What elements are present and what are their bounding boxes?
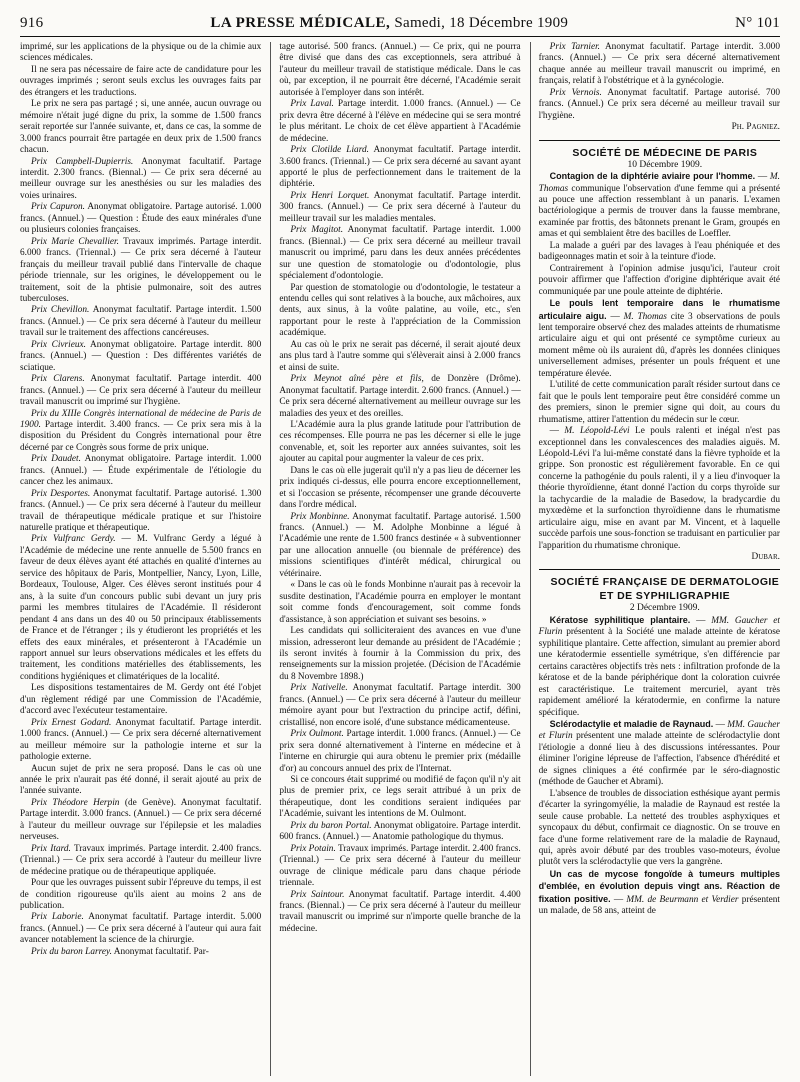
paragraph <box>539 789 780 869</box>
paragraph <box>20 340 261 374</box>
paragraph-lead: Kératose syphilitique plantaire. <box>549 614 691 625</box>
paragraph <box>20 844 261 878</box>
paragraph <box>20 65 261 99</box>
paragraph <box>20 202 261 236</box>
paragraph-text: Anonymat facultatif. Partage interdit. 2.300 francs. (Biennal.) — Ce prix sera décerné au meilleur ouvrage sur les anesthésies ou sur les maladies des voies urinaires. <box>20 156 262 201</box>
person-name: MM. Gaucher et Flurin <box>538 720 780 742</box>
prize-name: Prix Henri Lorquet. <box>290 190 370 201</box>
paragraph-text: Pour que les ouvrages puissent subir l'épreuve du temps, il est de condition rigoureuse qu'ils aient au moins 2 ans de publication. <box>20 878 262 911</box>
person-name: M. Léopold-Lévi <box>564 426 630 437</box>
paragraph-text: Anonymat obligatoire. Partage autorisé. 1.000 francs. (Annuel.) — Question : Étude des eaux minérales d'une ou plusieurs colonies françaises. <box>20 202 262 236</box>
paragraph <box>279 626 520 683</box>
prize-name: Prix Capuron. <box>31 202 85 213</box>
paragraph-text: cite 3 observations de pouls lent temporaire observé chez des malades atteints de rhumatisme articulaire aigu et qui ont présenté ce symptôme curieux au moment même où ils auraient dû, d'après les données cliniques universellement admises, présenter un pouls fréquent et une température élevée. <box>538 311 780 379</box>
section-title-dermatologie-2: ET DE SYPHILIGRAPHIE <box>599 590 731 603</box>
paragraph <box>20 374 261 408</box>
prize-name: Prix Itard. <box>31 843 71 854</box>
prize-name: Prix Laborie. <box>31 912 84 923</box>
paragraph-text: Anonymat obligatoire. Partage interdit. 1.000 francs. (Annuel.) — Étude expérimentale de l'étiologie du cancer chez les animaux. <box>20 454 262 488</box>
paragraph-text: tage autorisé. 500 francs. (Annuel.) — Ce prix, qui ne pourra être divisé que dans des cas exceptionnels, sera attribué à l'auteur du meilleur travail de statistique médicale. Dans le cas où, par exception, il ne pourrait être décerné, l'Académie serait autorisée à l'employer dans son intérêt. <box>279 42 521 98</box>
paragraph <box>20 764 261 798</box>
column-2 <box>270 42 520 1076</box>
paragraph-text: « Dans le cas où le fonds Monbinne n'aurait pas à recevoir la susdite destination, l'Académie pourra en employer le montant soit comme fonds d'encouragement, soit comme fonds d'assistance, à son appréciation et suivant ses besoins. » <box>279 580 521 625</box>
paragraph-text: Anonymat facultatif. Partage interdit. 300 francs. (Annuel.) — Ce prix sera décerné à l'auteur du meilleur travail sur les maladies mentales. <box>279 190 521 224</box>
paragraph-text: de Donzère (Drôme). Anonymat facultatif. Partage interdit. 2.600 francs. (Annuel.) — Ce prix sera décerné alternativement au meilleur ouvrage sur les maladies des yeux et des oreilles. <box>279 374 521 419</box>
column-3 <box>530 42 780 1076</box>
paragraph-text: Anonymat facultatif. Partage interdit. 5.000 francs. (Annuel.) — Ce prix sera décerné à l'auteur qui aura fait avancer notablement la science de la chirurgie. <box>20 912 262 946</box>
column-1 <box>20 42 261 1076</box>
paragraph-text: communique l'observation d'une femme qui a présenté au pouce une affection ressemblant à un panaris. L'examen bactériologique a permis de trouver dans la fausse membrane, examinée par frottis, des bâtonnets prenant le Gram, groupés en amas et qui semblaient être des bacilles de Loeffler. <box>538 183 780 240</box>
paragraph-text: Anonymat facultatif. Partage interdit. 1.000 francs. (Biennal.) — Ce prix sera décerné au meilleur travail manuscrit ou imprimé, paru dans les deux années précédentes sur une question de stomatologie ou d'odontologie, plus spécialement d'odontologie. <box>279 225 521 282</box>
paragraph <box>279 512 520 581</box>
prize-name: Prix Magitot. <box>290 225 344 236</box>
paragraph-text: Les candidats qui solliciteraient des avances en vue d'une mission, adresseront leur demande au président de l'Académie ; ils seront invités à fournir à la Commission du prix, des renseignements sur la mission projetée. (Décision de l'Académie du 8 Novembre 1898.) <box>279 626 521 682</box>
paragraph-lead: Contagion de la diphtérie aviaire pour l'homme. <box>549 171 756 182</box>
paragraph <box>539 42 780 88</box>
paragraph-text: Partage interdit. 1.000 francs. (Annuel.) — Ce prix sera donné alternativement à l'interne en médecine et à l'interne en chirurgie qui aura obtenu le premier prix (médaille d'or) au concours annuel des prix de l'Internat. <box>279 729 521 774</box>
section-date-medecine: 10 Décembre 1909. <box>627 159 703 170</box>
paragraph-text: Au cas où le prix ne serait pas décerné, il serait ajouté deux ans plus tard à l'autre somme qui s'élèverait ainsi à 2.000 francs et ainsi de suite. <box>279 339 521 373</box>
section-title-dermatologie-1: SOCIÉTÉ FRANÇAISE DE DERMATOLOGIE <box>550 576 780 589</box>
paragraph-text: Dans le cas où elle jugerait qu'il n'y a pas lieu de décerner les prix indiqués ci-dessus, elle pourra encore exceptionnellement, et si l'occasion se présente, récompenser une grande découverte dans l'ordre médical. <box>279 465 521 511</box>
prize-name: Prix Vulfranc Gerdy. <box>31 534 116 545</box>
page-number: 916 <box>20 14 44 31</box>
paragraph-text: présentent à la Société une malade atteinte de kératose syphilitique plantaire. Cette affection, simulant au premier abord une kératodermie essentielle symétrique, s'en différencie par certains caractères objectifs très nets : infiltration profonde de la kératose et de la bande périphérique dont la coloration cuivrée est caractéristique. Le traitement mercuriel, ayant très rapidement amélioré la kératodermie, en confirme la nature spécifique. <box>538 627 780 718</box>
paragraph <box>279 420 520 466</box>
paragraph <box>279 340 520 374</box>
paragraph-text: Le prix ne sera pas partagé ; si, une année, aucun ouvrage ou mémoire n'était jugé digne du prix, la somme de 1.500 francs serait reportée sur l'année suivante, et, dans ce cas, la somme de 3.000 francs pourrait être partagée en deux prix de 1.500 francs chacun. <box>20 99 262 156</box>
paragraph <box>279 729 520 775</box>
prize-name: Prix Campbell-Dupierris. <box>31 156 134 167</box>
prize-name: Prix du baron Larrey. <box>31 946 112 957</box>
paragraph-text: présentent une malade atteinte de sclérodactylie dont l'étiologie a donné lieu à des discussions intéressantes. Pour éliminer l'origine lépreuse de l'affection, l'absence d'hérédité et de signes cliniques a été confirmée par le séro-diagnostic (méthode de Gaucher et Abrami). <box>538 731 780 788</box>
paragraph-text: Anonymat facultatif. Partage autorisé. 1.500 francs. (Annuel.) — M. Adolphe Monbinne a légué à l'Académie une rente de 1.500 francs destinée « à subventionner par une allocation annuelle (ou biennale de préférence) des missions scientifiques d'intérêt médical, chirurgical ou vétérinaire. <box>279 511 521 579</box>
prize-name: Prix Vernois. <box>549 87 602 98</box>
section-dermatologie-body <box>539 615 780 918</box>
paragraph-text: Les dispositions testamentaires de M. Gerdy ont été l'objet d'un règlement rédigé par une Commission de l'Académie, d'accord avec l'exécuteur testamentaire. <box>20 683 262 717</box>
paragraph-text: L'absence de troubles de dissociation esthésique ayant permis d'écarter la syringomyélie, la maladie de Raynaud est restée la seule cause probable. La netteté des troubles asphyxiques et syncopaux du début, confirmait ce diagnostic. On se trouve en face d'une forme relativement rare de la maladie de Raynaud, qui, après avoir débuté par des troubles vaso-moteurs, évolue plutôt vers la sclérodactylie que vers la gangrène. <box>538 788 780 868</box>
paragraph <box>20 237 261 306</box>
paragraph <box>20 878 261 912</box>
prize-name: Prix du baron Portal. <box>290 820 372 831</box>
prize-name: Prix Nativelle. <box>290 683 348 694</box>
issue-number: N° 101 <box>735 14 780 31</box>
prize-name: Prix Clotilde Liard. <box>290 145 369 156</box>
section-divider <box>539 569 780 570</box>
prize-name: Prix Chevillon. <box>31 305 90 316</box>
paragraph <box>279 225 520 282</box>
paragraph <box>539 88 780 122</box>
signature-pagniez: Ph. Pagniez. <box>731 122 780 133</box>
prize-name: Prix Saintour. <box>290 889 345 900</box>
paragraph <box>279 42 520 99</box>
prize-name: Prix Ernest Godard. <box>31 717 112 728</box>
issue-date: Samedi, 18 Décembre 1909 <box>394 14 569 31</box>
paragraph-text: L'Académie aura la plus grande latitude pour l'attribution de ces récompenses. Elle pourra ne pas les décerner si elle le juge convenable, et, soit les reporter aux années suivantes, soit les ajouter au capital pour augmenter la valeur de ces prix. <box>279 419 521 465</box>
paragraph-lead: Sclérodactylie et maladie de Raynaud. <box>549 719 714 730</box>
paragraph-text: Anonymat facultatif. Partage interdit. 1.000 francs. (Annuel.) — Ce prix sera décerné alternativement au meilleur mémoire sur la pathologie interne et sur la pathologie externe. <box>20 717 262 763</box>
prize-name: Prix Laval. <box>290 99 334 110</box>
column-3-prizes <box>539 42 780 122</box>
prize-name: Prix du XIIIe Congrès international de médecine de Paris de 1900. <box>20 408 262 430</box>
prize-name: Prix Civrieux. <box>31 339 86 350</box>
paragraph-text: Il ne sera pas nécessaire de faire acte de candidature pour les ouvrages imprimés ; seront seuls exclus les ouvrages faits par des étrangers et les traductions. <box>20 64 262 98</box>
person-name: M. Thomas <box>538 172 780 194</box>
paragraph-text: Travaux imprimés. Partage interdit. 2.400 francs. (Triennal.) — Ce prix sera accordé à l'auteur du meilleur livre de médecine pratique ou de thérapeutique appliquée. <box>20 843 262 877</box>
paragraph <box>20 409 261 455</box>
paragraph <box>20 99 261 156</box>
journal-name: LA PRESSE MÉDICALE, <box>210 14 391 31</box>
paragraph: Un cas de mycose fongoïde à tumeurs multiples d'emblée, en évolution depuis vingt ans. Réaction de fixation positive. — MM. de Beurmann et Verdier présentent un malade, de 58 ans, atteint de <box>538 868 780 917</box>
paragraph <box>279 890 520 936</box>
paragraph: Kératose syphilitique plantaire. — MM. Gaucher et Flurin présentent à la Société une malade atteinte de kératose syphilitique plantaire. Cette affection, simulant au premier abord une kératodermie essentielle symétrique, s'en différencie par certains caractères objectifs très nets : infiltration profonde de la kératose et de la bande périphérique dont la coloration cuivrée est caractéristique. Le traitement mercuriel, ayant très rapidement amélioré la kératodermie, en confirme la nature spécifique. <box>538 614 780 718</box>
paragraph-text: Anonymat facultatif. Partage interdit. 3.000 francs. (Annuel.) — Ce prix sera décerné alternativement chaque année au meilleur travail manuscrit ou imprimé, en français, relatif à l'obstétrique et à la gynécologie. <box>538 42 780 87</box>
paragraph <box>279 374 520 420</box>
paragraph-text: Anonymat facultatif. Partage interdit. 400 francs. (Annuel.) — Ce prix sera décerné à l'auteur du meilleur travail manuscrit ou imprimé sur l'hygiène. <box>20 374 262 408</box>
paragraph <box>279 466 520 512</box>
paragraph <box>279 580 520 626</box>
prize-name: Prix Monbinne. <box>290 511 350 522</box>
paragraph <box>279 775 520 821</box>
paragraph <box>20 305 261 339</box>
paragraph: Contagion de la diphtérie aviaire pour l'homme. — M. Thomas communique l'observation d'une femme qui a présenté au pouce une affection ressemblant à un panaris. L'examen bactériologique a permis de trouver dans la fausse membrane, examinée par frottis, des bâtonnets prenant le Gram, groupés en amas et qui semblaient être des bacilles de Loeffler. <box>538 171 780 240</box>
paragraph-text: Partage interdit. 3.400 francs. — Ce prix sera mis à la disposition du Président du Congrès international pour être décerné par ce Congrès sous forme de prix unique. <box>20 419 262 453</box>
paragraph-text: Contrairement à l'opinion admise jusqu'ici, l'auteur croit pouvoir affirmer que l'affection d'origine diphtérique avait été communiquée par une poule atteinte de diphtérie. <box>538 263 780 297</box>
paragraph <box>20 718 261 764</box>
paragraph <box>20 42 261 65</box>
prize-name: Prix Daudet. <box>31 454 81 465</box>
paragraph <box>20 157 261 203</box>
paragraph-text: Anonymat facultatif. Par- <box>113 946 209 957</box>
paragraph <box>279 191 520 225</box>
paragraph <box>279 145 520 191</box>
page-header <box>20 10 780 37</box>
paragraph <box>279 283 520 340</box>
section-date-dermatologie: 2 Décembre 1909. <box>629 603 700 614</box>
paragraph <box>279 844 520 890</box>
prize-name: Prix Théodore Herpin <box>31 797 120 808</box>
paragraph-text: — M. Vulfranc Gerdy a légué à l'Académie de médecine une rente annuelle de 5.500 francs en faveur de deux élèves ayant été attachés en qualité d'internes au service des hôpitaux de Paris, Montpellier, Nancy, Lyon, Lille, Bordeaux, Toulouse, Alger. Ces élèves seront institués pour 4 ans, à la suite d'un concours public subi devant un jury pris parmi les membres titulaires de l'Académie. Il résideront pendant 4 ans dans un des 40 ou 50 principaux établissements de France et de l'étranger ; ils y étudieront les propriétés et les effets des eaux minérales, et présenteront à l'Académie un rapport annuel sur leurs observations médicales et les effets du traitement, les conditions matérielles des établissements, les conditions hygiéniques et climatériques de la localité. <box>20 534 262 682</box>
person-name: M. Thomas <box>623 311 667 322</box>
paragraph-text: imprimé, sur les applications de la physique ou de la chimie aux sciences médicales. <box>20 42 262 64</box>
paragraph-text: Anonymat obligatoire. Partage interdit. 800 francs. (Annuel.) — Question : Des différentes variétés de sciatique. <box>20 339 262 373</box>
paragraph <box>539 264 780 298</box>
journal-title <box>210 15 568 32</box>
paragraph-text: Anonymat facultatif. Partage interdit. 3.600 francs. (Triennal.) — Ce prix sera décerné au savant ayant apporté le plus de perfectionnement dans le traitement de la diphtérie. <box>279 145 521 190</box>
section-medecine-body <box>539 171 780 552</box>
paragraph-text: La malade a guéri par des lavages à l'eau phéniquée et des badigeonnages matin et soir à la teinture d'iode. <box>538 240 780 263</box>
prize-name: Prix Potain. <box>290 843 336 854</box>
prize-name: Prix Desportes. <box>31 488 91 499</box>
paragraph: Le pouls lent temporaire dans le rhumatisme articulaire aigu. — M. Thomas cite 3 observations de pouls lent temporaire observé chez des malades atteints de rhumatisme articulaire aigu et qui ont présenté ce symptôme curieux au moment même où ils auraient dû, d'après les données cliniques universellement admises, présenter un pouls fréquent et une température élevée. <box>538 298 780 379</box>
paragraph-text: Anonymat facultatif. Partage interdit. 300 francs. (Annuel.) — Ce prix sera décerné à l'auteur du meilleur mémoire ayant pour but l'extraction du principe actif, défini, cristallisé, non encore isolé, d'une substance médicamenteuse. <box>279 683 521 728</box>
paragraph <box>20 683 261 717</box>
paragraph <box>20 912 261 946</box>
paragraph-text: présentent un malade, de 58 ans, atteint de <box>538 894 780 917</box>
paragraph-text: Par question de stomatologie ou d'odontologie, le testateur a entendu celles qui sont relatives à la bouche, aux mâchoires, aux dents, aux sinus, à la voûte palatine, au voile, etc., s'en rapportant pour le reste à l'appréciation de la Commission académique. <box>279 282 521 339</box>
paragraph <box>279 99 520 145</box>
prize-name: Prix Marie Chevallier. <box>31 236 119 247</box>
prize-name: Prix Meynot aîné père et fils, <box>290 374 424 385</box>
paragraph-text: Partage interdit. 1.000 francs. (Annuel.) — Ce prix devra être décerné à l'élève en médecine qui se sera montré le plus méritant. Le choix de cet élève appartient à l'Académie de médecine. <box>279 99 521 144</box>
person-name: MM. de Beurmann et Verdier <box>626 894 739 905</box>
paragraph: — M. Léopold-Lévi Le pouls ralenti et inégal n'est pas exceptionnel dans les convalescences des maladies aiguës. M. Léopold-Lévi l'a lui-même constaté dans la fièvre typhoïde et la grippe. Son pronostic est régulièrement favorable. En ce qui concerne la pathogénie du pouls ralenti, il y a lieu d'invoquer la théorie thyroïdienne, étant donné l'action du corps thyroïde sur la tachycardie de la maladie de Basedow, la bradycardie du myxœdème et la surfonction thyroïdienne dans le rhumatisme articulaire aigu, mise en avant par M. Vincent, et à laquelle succède parfois une sous-fonction se traduisant en particulier par l'apparition du rhumatisme chronique. <box>538 426 780 551</box>
paragraph-text: Anonymat facultatif. Partage autorisé. 700 francs. (Annuel.) Ce prix sera décerné au meilleur travail sur l'hygiène. <box>538 87 780 121</box>
paragraph <box>539 380 780 426</box>
person-name: MM. Gaucher et Flurin <box>538 615 780 638</box>
paragraph-text: Anonymat facultatif. Partage interdit. 4.400 francs. (Biennal.) — Ce prix sera décerné à l'auteur du meilleur travail manuscrit ou imprimé sur n'importe quelle branche de la médecine. <box>279 889 521 934</box>
paragraph <box>20 454 261 488</box>
paragraph <box>539 241 780 264</box>
prize-name: Prix Clarens. <box>31 374 85 385</box>
prize-name: Prix Oulmont. <box>290 729 344 740</box>
paragraph <box>20 947 261 958</box>
paragraph-text: Anonymat facultatif. Partage autorisé. 1.300 francs. (Annuel.) — Ce prix sera décerné à l'auteur du meilleur travail de thérapeutique médicale pratique et sur l'histoire naturelle pratique et thérapeutique. <box>20 488 262 534</box>
paragraph-text: Travaux imprimés. Partage interdit. 6.000 francs. (Triennal.) — Ce prix sera décerné à l'auteur français du meilleur travail publié dans l'intervalle de chaque période triennale, sur les origines, le développement ou le traitement, soit de la phtisie pulmonaire, soit des autres tuberculoses. <box>20 236 262 304</box>
paragraph <box>20 798 261 844</box>
paragraph-lead: Le pouls lent temporaire dans le rhumatisme articulaire aigu. <box>538 298 780 321</box>
signature-dubar: Dubar. <box>751 552 780 563</box>
paragraph-text: Si ce concours était supprimé ou modifié de façon qu'il n'y ait plus de premier prix, ce legs serait attribué à un prix de thérapeutique, dont les conditions seraient indiquées par l'Académie, suivant les intentions de M. Oulmont. <box>279 775 521 820</box>
paragraph <box>20 489 261 535</box>
prize-name: Prix Tarnier. <box>549 42 600 52</box>
paragraph <box>20 534 261 683</box>
paragraph-text: (de Genève). Anonymat facultatif. Partage interdit. 3.000 francs. (Annuel.) — Ce prix sera décerné à l'auteur du meilleur ouvrage sur l'épilepsie et les maladies nerveuses. <box>20 797 262 843</box>
paragraph-text: Anonymat obligatoire. Partage interdit. 600 francs. (Annuel.) — Anatomie pathologique du thymus. <box>279 820 521 843</box>
paragraph-lead: Un cas de mycose fongoïde à tumeurs multiples d'emblée, en évolution depuis vingt ans. Réaction de fixation positive. <box>538 868 780 904</box>
paragraph-text: Aucun sujet de prix ne sera proposé. Dans le cas où une année le prix n'aurait pas été donné, il serait ajouté au prix de l'année suivante. <box>20 763 262 797</box>
paragraph-text: Le pouls ralenti et inégal n'est pas exceptionnel dans les convalescences des maladies aiguës. M. Léopold-Lévi l'a lui-même constaté dans la fièvre typhoïde et la grippe. Son pronostic est régulièrement favorable. En ce qui concerne la pathogénie du pouls ralenti, il y a lieu d'invoquer la théorie thyroïdienne, étant donné l'action du corps thyroïde sur la tachycardie de la maladie de Basedow, la bradycardie du myxœdème et la surfonction thyroïdienne dans le rhumatisme articulaire aigu, mise en avant par M. Vincent, et à laquelle succède parfois une sous-fonction se traduisant en particulier par l'apparition du rhumatisme chronique. <box>538 426 780 551</box>
paragraph-text: Travaux imprimés. Partage interdit. 2.400 francs. (Triennal.) — Ce prix sera décerné à l'auteur du meilleur ouvrage de clinique médicale paru dans chaque période triennale. <box>279 843 521 889</box>
paragraph: Sclérodactylie et maladie de Raynaud. — MM. Gaucher et Flurin présentent une malade atteinte de sclérodactylie dont l'étiologie a donné lieu à des discussions intéressantes. Pour éliminer l'origine lépreuse de l'affection, l'absence d'hérédité et de signes cliniques a été confirmée par le séro-diagnostic (méthode de Gaucher et Abrami). <box>538 719 780 788</box>
paragraph <box>279 821 520 844</box>
paragraph <box>279 683 520 729</box>
paragraph-text: Anonymat facultatif. Partage interdit. 1.500 francs. (Annuel.) — Ce prix sera décerné à l'auteur du meilleur travail sur le traitement des affections cancéreuses. <box>20 305 262 339</box>
section-title-medecine: SOCIÉTÉ DE MÉDECINE DE PARIS <box>572 146 758 159</box>
paragraph-text: L'utilité de cette communication paraît résider surtout dans ce fait que le pouls lent temporaire peut être considéré comme un des premiers, sinon le premier signe qui doit, au cours du rhumatisme, attirer l'attention du médecin sur le cœur. <box>538 380 780 425</box>
text-columns <box>20 42 780 1076</box>
section-divider <box>539 140 780 141</box>
